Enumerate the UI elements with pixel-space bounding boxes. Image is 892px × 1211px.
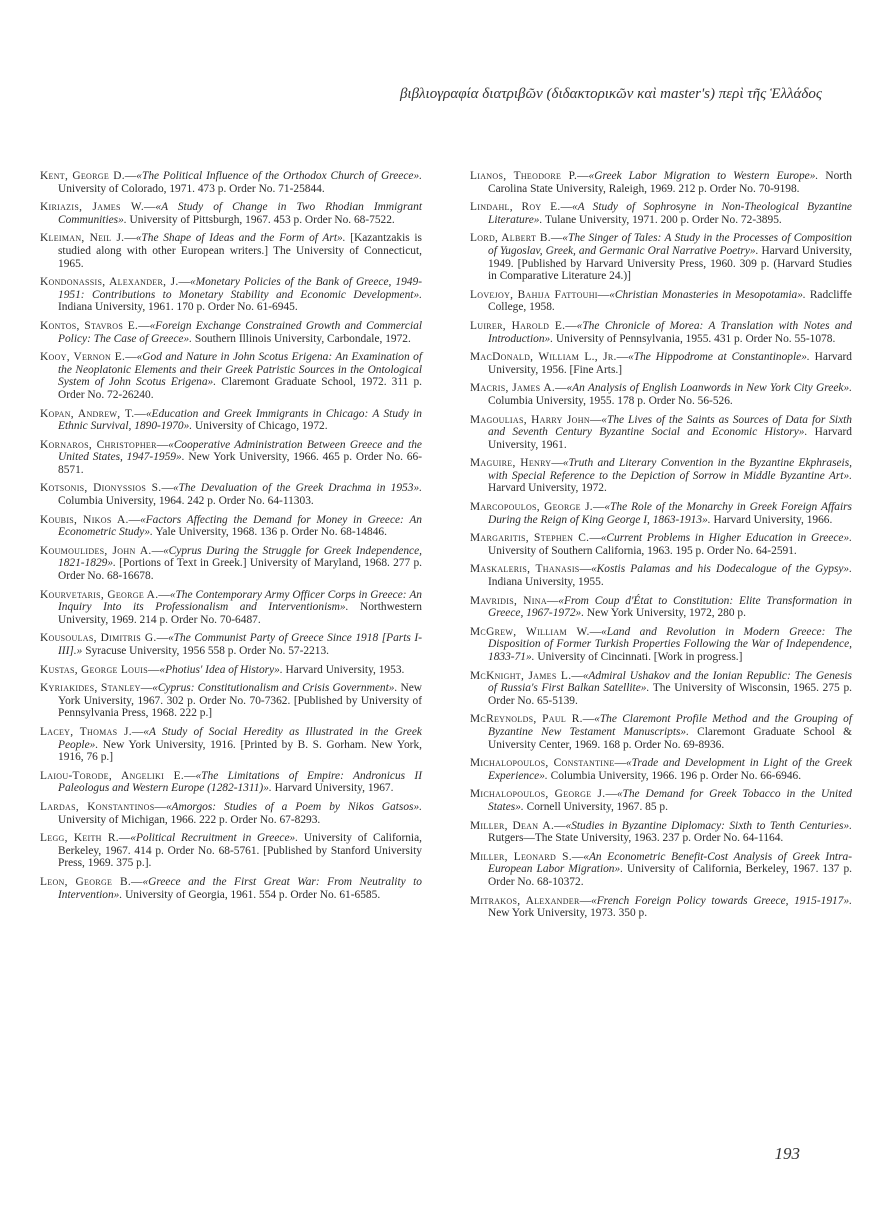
entry-title: «Truth and Literary Convention in the Byzantine Ekphraseis, with Special Reference to the Depiction of Sorrow in Middle Byzantine Art». bbox=[488, 457, 852, 482]
bibliography-entry: Kleiman, Neil J.—«The Shape of Ideas and the Form of Art». [Kazantzakis is studied along with other European writers.] The University of Connecticut, 1965. bbox=[40, 232, 422, 270]
bibliography-entry: Kopan, Andrew, T.—«Education and Greek Immigrants in Chicago: A Study in Ethnic Survival, 1890-1970». University of Chicago, 1972. bbox=[40, 407, 422, 433]
entry-author: Leon, George B. bbox=[40, 875, 132, 888]
entry-author: Kousoulas, Dimitris G. bbox=[40, 632, 157, 645]
entry-details: Harvard University, 1949. [Published by Harvard University Press, 1960. 309 p. (Harvard Studies in Comparative Literature 24.)] bbox=[488, 244, 853, 283]
entry-details: Columbia University, 1955. 178 p. Order No. 56-526. bbox=[488, 394, 733, 407]
bibliography-entry: Luirer, Harold E.—«The Chronicle of Morea: A Translation with Notes and Introduction». University of Pennsylvania, 1955. 431 p. Order No. 55-1078. bbox=[470, 319, 852, 345]
entry-details: University of Pittsburgh, 1967. 453 p. Order No. 68-7522. bbox=[129, 213, 395, 226]
right-column bbox=[470, 170, 852, 926]
bibliography-entry: Mitrakos, Alexander—«French Foreign Policy towards Greece, 1915-1917». New York University, 1973. 350 p. bbox=[470, 894, 852, 920]
entry-details: University of Georgia, 1961. 554 p. Order No. 61-6585. bbox=[125, 888, 381, 901]
entry-author: Kustas, George Louis bbox=[40, 663, 148, 676]
entry-author: Macris, James A. bbox=[470, 382, 556, 395]
entry-title: «A Study of Sophrosyne in Non-Theological Byzantine Literature». bbox=[488, 201, 852, 226]
entry-details: Claremont Graduate School, 1972. 311 p. Order No. 72-26240. bbox=[58, 376, 422, 401]
bibliography-entry: Laiou-Torode, Angeliki E.—«The Limitations of Empire: Andronicus II Paleologus and Western Europe (1282-1311)». Harvard University, 1967. bbox=[40, 769, 423, 795]
entry-title: «The Chronicle of Morea: A Translation with Notes and Introduction». bbox=[488, 319, 852, 345]
entry-details: Harvard University, 1967. bbox=[274, 782, 394, 795]
entry-title: «The Singer of Tales: A Study in the Processes of Composition of Yugoslav, Greek, and Germanic Oral Narrative Poetry». bbox=[488, 232, 852, 257]
bibliography-entry: Lardas, Konstantinos—«Amorgos: Studies of a Poem by Nikos Gatsos». University of Michigan, 1966. 222 p. Order No. 67-8293. bbox=[40, 800, 422, 826]
entry-author: Koubis, Nikos A. bbox=[40, 513, 129, 526]
entry-details: Cornell University, 1967. 85 p. bbox=[526, 800, 668, 813]
entry-author: McKnight, James L. bbox=[470, 669, 572, 682]
bibliography-entry: Lacey, Thomas J.—«A Study of Social Heredity as Illustrated in the Greek People». New York University, 1916. [Printed by B. S. Gorham. New York, 1916, 76 p.] bbox=[40, 725, 422, 764]
bibliography-entry: Koubis, Nikos A.—«Factors Affecting the Demand for Money in Greece: An Econometric Study». Yale University, 1968. 136 p. Order No. 68-14846. bbox=[40, 513, 422, 539]
entry-author: Michalopoulos, Constantine bbox=[470, 757, 615, 770]
entry-title: «The Claremont Profile Method and the Grouping of Byzantine New Testament Manuscripts». bbox=[488, 713, 853, 738]
entry-title: «French Foreign Policy towards Greece, 1915-1917». bbox=[591, 894, 852, 907]
entry-details: University of Michigan, 1966. 222 p. Order No. 67-8293. bbox=[58, 813, 321, 826]
bibliography-entry: Magoulias, Harry John—«The Lives of the Saints as Sources of Data for Sixth and Seventh Century Byzantine Social and Economic History». Harvard University, 1961. bbox=[470, 413, 853, 451]
entry-author: Lord, Albert B. bbox=[470, 232, 551, 245]
bibliography-entry: Kousoulas, Dimitris G.—«The Communist Party of Greece Since 1918 [Parts I-III].» Syracuse University, 1956 558 p. Order No. 57-2213. bbox=[40, 632, 422, 657]
entry-title: «The Hippodrome at Constantinople». bbox=[628, 351, 810, 364]
bibliography-entry: Lindahl, Roy E.—«A Study of Sophrosyne in Non-Theological Byzantine Literature». Tulane University, 1971. 200 p. Order No. 72-3895. bbox=[470, 201, 852, 226]
bibliography-entry: Marcopoulos, George J.—«The Role of the Monarchy in Greek Foreign Affairs During the Reign of King George I, 1863-1913». Harvard University, 1966. bbox=[470, 501, 852, 526]
entry-author: Lovejoy, Bahija Fattouhi bbox=[470, 288, 598, 301]
entry-details: Harvard University, 1953. bbox=[285, 663, 405, 676]
entry-author: Kleiman, Neil J. bbox=[40, 232, 125, 245]
bibliography-entry: Macris, James A.—«An Analysis of English Loanwords in New York City Greek». Columbia University, 1955. 178 p. Order No. 56-526. bbox=[470, 382, 852, 407]
entry-details: University of California, Berkeley, 1967. 137 p. Order No. 68-10372. bbox=[488, 863, 852, 888]
bibliography-entry: MacDonald, William L., Jr.—«The Hippodrome at Constantinople». Harvard University, 1956. [Fine Arts.] bbox=[470, 351, 852, 376]
entry-details: Syracuse University, 1956 558 p. Order No. 57-2213. bbox=[85, 645, 330, 657]
bibliography-entry: Legg, Keith R.—«Political Recruitment in Greece». University of California, Berkeley, 1967. 414 p. Order No. 68-5761. [Published by Stanford University Press, 1969. 375 p.]. bbox=[40, 832, 422, 870]
entry-details: New York University, 1966. 465 p. Order No. 66-8571. bbox=[58, 451, 422, 476]
entry-title: «The Political Influence of the Orthodox Church of Greece». bbox=[136, 170, 422, 182]
left-column bbox=[40, 170, 422, 907]
entry-details: North Carolina State University, Raleigh, 1969. 212 p. Order No. 70-9198. bbox=[488, 170, 852, 195]
bibliography-entry: Maguire, Henry—«Truth and Literary Convention in the Byzantine Ekphraseis, with Special Reference to the Depiction of Sorrow in Middle Byzantine Art». Harvard University, 1972. bbox=[470, 457, 852, 495]
entry-title: «Studies in Byzantine Diplomacy: Sixth to Tenth Centuries». bbox=[565, 819, 852, 832]
entry-title: «Christian Monasteries in Mesopotamia». bbox=[609, 288, 806, 301]
entry-details: University of Pennsylvania, 1955. 431 p. Order No. 55-1078. bbox=[555, 332, 836, 345]
entry-author: McGrew, William W. bbox=[470, 625, 590, 638]
bibliography-entry: Leon, George B.—«Greece and the First Great War: From Neutrality to Intervention». University of Georgia, 1961. 554 p. Order No. 61-6585. bbox=[40, 875, 423, 901]
entry-title: «Monetary Policies of the Bank of Greece, 1949-1951: Contributions to Monetary Stability and Economic Development». bbox=[58, 276, 423, 301]
entry-author: Lindahl, Roy E. bbox=[470, 201, 561, 214]
entry-author: Kondonassis, Alexander, J. bbox=[40, 276, 179, 289]
entry-title: «Amorgos: Studies of a Poem by Nikos Gatsos». bbox=[165, 800, 422, 813]
bibliography-entry: Kondonassis, Alexander, J.—«Monetary Policies of the Bank of Greece, 1949-1951: Contributions to Monetary Stability and Economic Development». Indiana University, 1961. 170 p. Order No. 61-6945. bbox=[40, 276, 423, 314]
bibliography-entry: Mavridis, Nina—«From Coup d'État to Constitution: Elite Transformation in Greece, 1967-1972». New York University, 1972, 280 p. bbox=[470, 594, 852, 620]
entry-author: Kent, George D. bbox=[40, 170, 125, 182]
entry-title: «The Contemporary Army Officer Corps in Greece: An Inquiry Into its Professionalism and Interventionism». bbox=[58, 588, 422, 614]
entry-details: Harvard University, 1961. bbox=[488, 426, 852, 451]
entry-author: Laiou-Torode, Angeliki E. bbox=[40, 769, 185, 782]
entry-title: «A Study of Change in Two Rhodian Immigrant Communities». bbox=[58, 201, 422, 226]
bibliography-entry: McGrew, William W.—«Land and Revolution in Modern Greece: The Disposition of Former Turkish Properties Following the War of Independence, 1833-71». University of Cincinnati. [Work in progress.] bbox=[470, 625, 852, 663]
bibliography-entry: Margaritis, Stephen C.—«Current Problems in Higher Education in Greece». University of Southern California, 1963. 195 p. Order No. 64-2591. bbox=[470, 532, 852, 557]
entry-details: Claremont Graduate School & University Center, 1969. 168 p. Order No. 69-8936. bbox=[488, 725, 852, 751]
bibliography-entry: Lovejoy, Bahija Fattouhi—«Christian Monasteries in Mesopotamia». Radcliffe College, 1958. bbox=[470, 288, 852, 314]
entry-author: Margaritis, Stephen C. bbox=[470, 532, 590, 545]
entry-author: Mitrakos, Alexander bbox=[470, 894, 580, 907]
entry-author: Koumoulides, John A. bbox=[40, 544, 152, 557]
entry-title: «Factors Affecting the Demand for Money in Greece: An Econometric Study». bbox=[58, 513, 422, 539]
entry-title: «God and Nature in John Scotus Erigena: An Examination of the Neoplatonic Elements and their Greek Patristic Sources in the Ontological System of John Scotus Erigena». bbox=[58, 351, 422, 389]
entry-author: Miller, Leonard S. bbox=[470, 850, 572, 863]
entry-title: «The Communist Party of Greece Since 1918 [Parts I-III].» bbox=[58, 632, 422, 657]
entry-details: University of Cincinnati. [Work in progress.] bbox=[537, 651, 743, 663]
entry-author: Kiriazis, James W. bbox=[40, 201, 144, 214]
entry-author: Lianos, Theodore P. bbox=[470, 170, 578, 182]
bibliography-entry: Lord, Albert B.—«The Singer of Tales: A Study in the Processes of Composition of Yugoslav, Greek, and Germanic Oral Narrative Poetry». Harvard University, 1949. [Published by Harvard University Press, 1960. 309 p. (Harvard Studies in Comparative Literature 24.)] bbox=[470, 232, 853, 283]
entry-details: New York University, 1973. 350 p. bbox=[488, 907, 648, 920]
entry-author: Lardas, Konstantinos bbox=[40, 800, 155, 813]
entry-title: «Kostis Palamas and his Dodecalogue of the Gypsy». bbox=[590, 563, 852, 576]
entry-author: Lacey, Thomas J. bbox=[40, 725, 132, 738]
bibliography-entry: Kustas, George Louis—«Photius' Idea of History». Harvard University, 1953. bbox=[40, 663, 405, 676]
entry-details: New York University, 1916. [Printed by B. S. Gorham. New York, 1916, 76 p.] bbox=[58, 738, 422, 764]
entry-title: «Education and Greek Immigrants in Chicago: A Study in Ethnic Survival, 1890-1970». bbox=[58, 407, 422, 433]
entry-title: «The Limitations of Empire: Andronicus II Paleologus and Western Europe (1282-1311)». bbox=[58, 769, 423, 795]
entry-author: Kourvetaris, George A. bbox=[40, 588, 159, 601]
entry-author: Mavridis, Nina bbox=[470, 594, 547, 607]
entry-title: «The Devaluation of the Greek Drachma in 1953». bbox=[172, 482, 422, 495]
bibliography-entry: Lianos, Theodore P.—«Greek Labor Migration to Western Europe». North Carolina State University, Raleigh, 1969. 212 p. Order No. 70-9198. bbox=[470, 170, 852, 195]
bibliography-entry: Kourvetaris, George A.—«The Contemporary Army Officer Corps in Greece: An Inquiry Into its Professionalism and Interventionism». Northwestern University, 1969. 214 p. Order No. 70-6487. bbox=[40, 588, 422, 626]
entry-details: Harvard University, 1956. [Fine Arts.] bbox=[488, 351, 852, 376]
entry-details: University of California, Berkeley, 1967. 414 p. Order No. 68-5761. [Published by Stanford University Press, 1969. 375 p.]. bbox=[58, 832, 422, 870]
running-head: βιβλιογραφία διατριβῶν (διδακτορικῶν καὶ master's) περὶ τῆς Ἑλλάδος bbox=[399, 86, 822, 102]
entry-author: Kyriakides, Stanley bbox=[40, 682, 141, 695]
entry-title: «The Demand for Greek Tobacco in the United States». bbox=[488, 788, 852, 813]
entry-author: Michalopoulos, George J. bbox=[470, 788, 606, 801]
bibliography-entry: McReynolds, Paul R.—«The Claremont Profile Method and the Grouping of Byzantine New Testament Manuscripts». Claremont Graduate School & University Center, 1969. 168 p. Order No. 69-8936. bbox=[470, 713, 853, 751]
entry-title: «Trade and Development in Light of the Greek Experience». bbox=[488, 757, 853, 782]
entry-title: «Cooperative Administration Between Greece and the United States, 1947-1959». bbox=[58, 438, 422, 464]
entry-title: «The Shape of Ideas and the Form of Art». bbox=[135, 232, 346, 245]
entry-details: [Portions of Text in Greek.] University of Maryland, 1968. 277 p. Order No. 68-16678. bbox=[58, 557, 422, 583]
bibliography-entry: McKnight, James L.—«Admiral Ushakov and the Ionian Republic: The Genesis of Russia's First Balkan Satellite». The University of Wisconsin, 1965. 275 p. Order No. 65-5139. bbox=[470, 669, 852, 707]
entry-author: Kontos, Stavros E. bbox=[40, 319, 139, 332]
entry-details: Columbia University, 1964. 242 p. Order No. 64-11303. bbox=[58, 495, 314, 508]
entry-author: Maguire, Henry bbox=[470, 457, 552, 470]
entry-details: Columbia University, 1966. 196 p. Order No. 66-6946. bbox=[550, 769, 802, 782]
bibliography-entry: Maskaleris, Thanasis—«Kostis Palamas and his Dodecalogue of the Gypsy». Indiana University, 1955. bbox=[470, 563, 852, 589]
bibliography-entry: Kooy, Vernon E.—«God and Nature in John Scotus Erigena: An Examination of the Neoplatonic Elements and their Greek Patristic Sources in the Ontological System of John Scotus Erigena». Claremont Graduate School, 1972. 311 p. Order No. 72-26240. bbox=[40, 351, 422, 401]
entry-details: Tulane University, 1971. 200 p. Order No. 72-3895. bbox=[544, 213, 782, 226]
entry-author: Marcopoulos, George J. bbox=[470, 501, 593, 514]
bibliography-entry: Kent, George D.—«The Political Influence of the Orthodox Church of Greece». University of Colorado, 1971. 473 p. Order No. 71-25844. bbox=[40, 170, 422, 195]
bibliography-entry: Koumoulides, John A.—«Cyprus During the Struggle for Greek Independence, 1821-1829». [Portions of Text in Greek.] University of Maryland, 1968. 277 p. Order No. 68-16678. bbox=[40, 544, 422, 583]
bibliography-entry: Kyriakides, Stanley—«Cyprus: Constitutionalism and Crisis Government». New York University, 1967. 302 p. Order No. 70-7362. [Published by University of Pennsylvania Press, 1968. 222 p.] bbox=[40, 682, 422, 720]
entry-author: Magoulias, Harry John bbox=[470, 413, 590, 426]
entry-title: «An Analysis of English Loanwords in New York City Greek». bbox=[566, 382, 852, 395]
entry-title: «The Lives of the Saints as Sources of Data for Sixth and Seventh Century Byzantine Social and Economic History». bbox=[488, 413, 853, 439]
entry-author: MacDonald, William L., Jr. bbox=[470, 351, 617, 364]
entry-details: [Kazantzakis is studied along with other European writers.] The University of Connecticut, 1965. bbox=[58, 232, 422, 270]
entry-author: Miller, Dean A. bbox=[470, 819, 555, 832]
entry-details: Southern Illinois University, Carbondale, 1972. bbox=[194, 332, 411, 345]
bibliography-entry: Kiriazis, James W.—«A Study of Change in Two Rhodian Immigrant Communities». University of Pittsburgh, 1967. 453 p. Order No. 68-7522. bbox=[40, 201, 422, 226]
bibliography-entry: Miller, Dean A.—«Studies in Byzantine Diplomacy: Sixth to Tenth Centuries». Rutgers—The State University, 1963. 237 p. Order No. 64-1164. bbox=[470, 819, 852, 845]
page-number: 193 bbox=[774, 1144, 800, 1163]
entry-title: «The Role of the Monarchy in Greek Foreign Affairs During the Reign of King George I, 1863-1913». bbox=[488, 501, 852, 526]
bibliography-entry: Michalopoulos, George J.—«The Demand for Greek Tobacco in the United States». Cornell University, 1967. 85 p. bbox=[470, 788, 852, 813]
entry-details: Harvard University, 1972. bbox=[488, 482, 607, 495]
entry-title: «Land and Revolution in Modern Greece: The Disposition of Former Turkish Properties Following the War of Independence, 1833-71». bbox=[488, 625, 852, 663]
entry-title: «Greece and the First Great War: From Neutrality to Intervention». bbox=[58, 875, 423, 901]
bibliography-entry: Kotsonis, Dionyssios S.—«The Devaluation of the Greek Drachma in 1953». Columbia University, 1964. 242 p. Order No. 64-11303. bbox=[40, 482, 422, 508]
entry-author: Kooy, Vernon E. bbox=[40, 351, 126, 364]
entry-title: «Admiral Ushakov and the Ionian Republic: The Genesis of Russia's First Balkan Satellite». bbox=[488, 669, 852, 695]
entry-details: University of Chicago, 1972. bbox=[195, 420, 328, 433]
entry-author: Luirer, Harold E. bbox=[470, 319, 566, 332]
entry-details: University of Southern California, 1963. 195 p. Order No. 64-2591. bbox=[488, 544, 797, 557]
entry-title: «Cyprus During the Struggle for Greek Independence, 1821-1829». bbox=[58, 544, 422, 570]
entry-details: New York University, 1972, 280 p. bbox=[586, 607, 746, 620]
entry-details: Harvard University, 1966. bbox=[713, 513, 833, 526]
entry-author: McReynolds, Paul R. bbox=[470, 713, 583, 726]
entry-title: «Photius' Idea of History». bbox=[159, 663, 283, 676]
entry-title: «Foreign Exchange Constrained Growth and Commercial Policy: The Case of Greece». bbox=[58, 319, 422, 345]
entry-details: Indiana University, 1955. bbox=[488, 576, 604, 589]
entry-details: Indiana University, 1961. 170 p. Order No. 61-6945. bbox=[58, 301, 298, 314]
entry-details: University of Colorado, 1971. 473 p. Order No. 71-25844. bbox=[58, 182, 325, 195]
bibliography-entry: Michalopoulos, Constantine—«Trade and Development in Light of the Greek Experience». Columbia University, 1966. 196 p. Order No. 66-6946. bbox=[470, 757, 853, 782]
entry-author: Kotsonis, Dionyssios S. bbox=[40, 482, 162, 495]
entry-author: Kopan, Andrew, T. bbox=[40, 407, 135, 420]
entry-title: «Political Recruitment in Greece». bbox=[130, 832, 299, 845]
entry-title: «A Study of Social Heredity as Illustrated in the Greek People». bbox=[58, 725, 422, 751]
entry-title: «Cyprus: Constitutionalism and Crisis Government». bbox=[152, 682, 398, 695]
entry-author: Kornaros, Christopher bbox=[40, 438, 157, 451]
entry-details: The University of Wisconsin, 1965. 275 p. Order No. 65-5139. bbox=[488, 682, 852, 707]
entry-details: Yale University, 1968. 136 p. Order No. 68-14846. bbox=[155, 526, 387, 539]
entry-details: Northwestern University, 1969. 214 p. Order No. 70-6487. bbox=[58, 601, 422, 626]
entry-title: «Greek Labor Migration to Western Europe». bbox=[588, 170, 819, 182]
entry-title: «Current Problems in Higher Education in Greece». bbox=[600, 532, 852, 545]
entry-details: New York University, 1967. 302 p. Order No. 70-7362. [Published by University of Pennsylvania Press, 1968. 222 p.] bbox=[58, 682, 422, 720]
bibliography-entry: Kontos, Stavros E.—«Foreign Exchange Constrained Growth and Commercial Policy: The Case of Greece». Southern Illinois University, Carbondale, 1972. bbox=[40, 319, 422, 345]
entry-title: «From Coup d'État to Constitution: Elite Transformation in Greece, 1967-1972». bbox=[488, 594, 852, 620]
entry-author: Legg, Keith R. bbox=[40, 832, 119, 845]
entry-author: Maskaleris, Thanasis bbox=[470, 563, 580, 576]
bibliography-entry: Miller, Leonard S.—«An Econometric Benefit-Cost Analysis of Greek Intra-European Labor Migration». University of California, Berkeley, 1967. 137 p. Order No. 68-10372. bbox=[470, 850, 852, 888]
bibliography-entry: Kornaros, Christopher—«Cooperative Administration Between Greece and the United States, 1947-1959». New York University, 1966. 465 p. Order No. 66-8571. bbox=[40, 438, 422, 476]
entry-details: Rutgers—The State University, 1963. 237 p. Order No. 64-1164. bbox=[488, 832, 784, 845]
entry-details: Radcliffe College, 1958. bbox=[488, 288, 852, 314]
entry-title: «An Econometric Benefit-Cost Analysis of Greek Intra-European Labor Migration». bbox=[488, 850, 852, 876]
